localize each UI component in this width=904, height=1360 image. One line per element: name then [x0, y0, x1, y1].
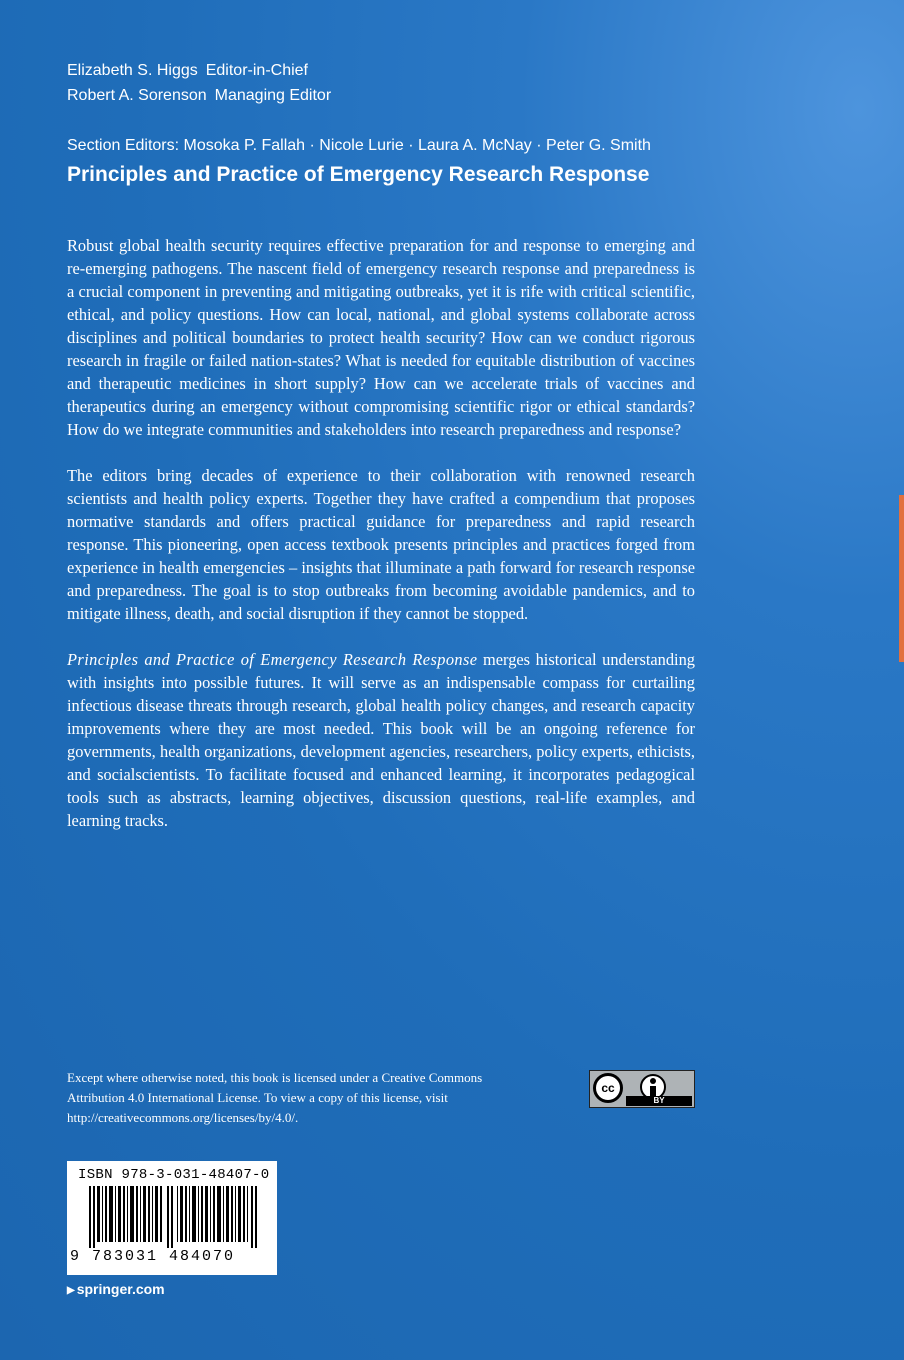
blurb-title-italic: Principles and Practice of Emergency Research Response	[67, 650, 478, 669]
isbn-label: ISBN 978-3-031-48407-0	[78, 1167, 270, 1183]
editor-role: Editor-in-Chief	[205, 62, 308, 79]
by-label: BY	[626, 1096, 692, 1106]
spine-accent-bar	[899, 495, 904, 662]
blurb-paragraph-2: The editors bring decades of experience to their collaboration with renowned research scientists and health policy experts. Together they have crafted a compendium that proposes normative standards and offers practical guidance for preparedness and rapid research response. This pioneering, open access textbook presents principles and practices forged from experience in health emergencies – insights that illuminate a path forward for research response and preparedness. The goal is to stop outbreaks from becoming avoidable pandemics, and to mitigate illness, death, and social disruption if they cannot be stopped.	[67, 466, 695, 623]
cc-icon: cc	[593, 1073, 623, 1103]
blurb-paragraph-3-text: merges historical understanding with insights into possible futures. It will serve as an indispensable compass for curtailing infectious disease threats through research, global health policy changes, and research capacity improvements where they are most needed. This book will be an ongoing reference for governments, health organizations, development agencies, researchers, policy experts, ethicists, and socialscientists. To facilitate focused and enhanced learning, it incorporates pedagogical tools such as abstracts, learning objectives, discussion questions, real-life examples, and learning tracks.	[67, 650, 695, 830]
blurb-paragraph-1: Robust global health security requires effective preparation for and response to emerging and re-emerging pathogens. The nascent field of emergency research response and preparedness is a crucial component in preventing and mitigating outbreaks, yet it is rife with critical scientific, ethical, and policy questions. How can local, national, and global systems collaborate across disciplines and political boundaries to protect health security? How can we conduct rigorous research in fragile or failed nation-states? What is needed for equitable distribution of vaccines and therapeutic medicines in short supply? How can we accelerate trials of vaccines and therapeutics during an emergency without compromising scientific rigor or ethical standards? How do we integrate communities and stakeholders into research preparedness and response?	[67, 236, 695, 439]
editor-role: Managing Editor	[214, 87, 332, 104]
book-title: Principles and Practice of Emergency Research Response	[67, 163, 650, 186]
editors-block	[67, 58, 331, 108]
isbn-barcode-box	[67, 1161, 277, 1275]
editor-name: Elizabeth S. Higgs	[67, 62, 198, 79]
springer-link[interactable]	[67, 1281, 165, 1297]
editor-name: Robert A. Sorenson	[67, 87, 207, 104]
editor-line	[67, 58, 331, 83]
barcode-icon	[89, 1186, 257, 1248]
editor-line	[67, 83, 331, 108]
springer-url: springer.com	[76, 1281, 165, 1297]
blurb-paragraph-3	[67, 648, 695, 832]
cc-by-badge[interactable]	[589, 1070, 695, 1108]
barcode-digits: 9 783031 484070	[70, 1248, 236, 1265]
arrow-right-icon: ▶	[67, 1285, 75, 1296]
blurb	[67, 234, 695, 855]
section-editors: Section Editors: Mosoka P. Fallah · Nicole Lurie · Laura A. McNay · Peter G. Smith	[67, 137, 651, 154]
license-text: Except where otherwise noted, this book is licensed under a Creative Commons Attribution 4.0 International License. To view a copy of this license, visit http://creativecommons.org/licenses/by/4.0/.	[67, 1070, 483, 1125]
